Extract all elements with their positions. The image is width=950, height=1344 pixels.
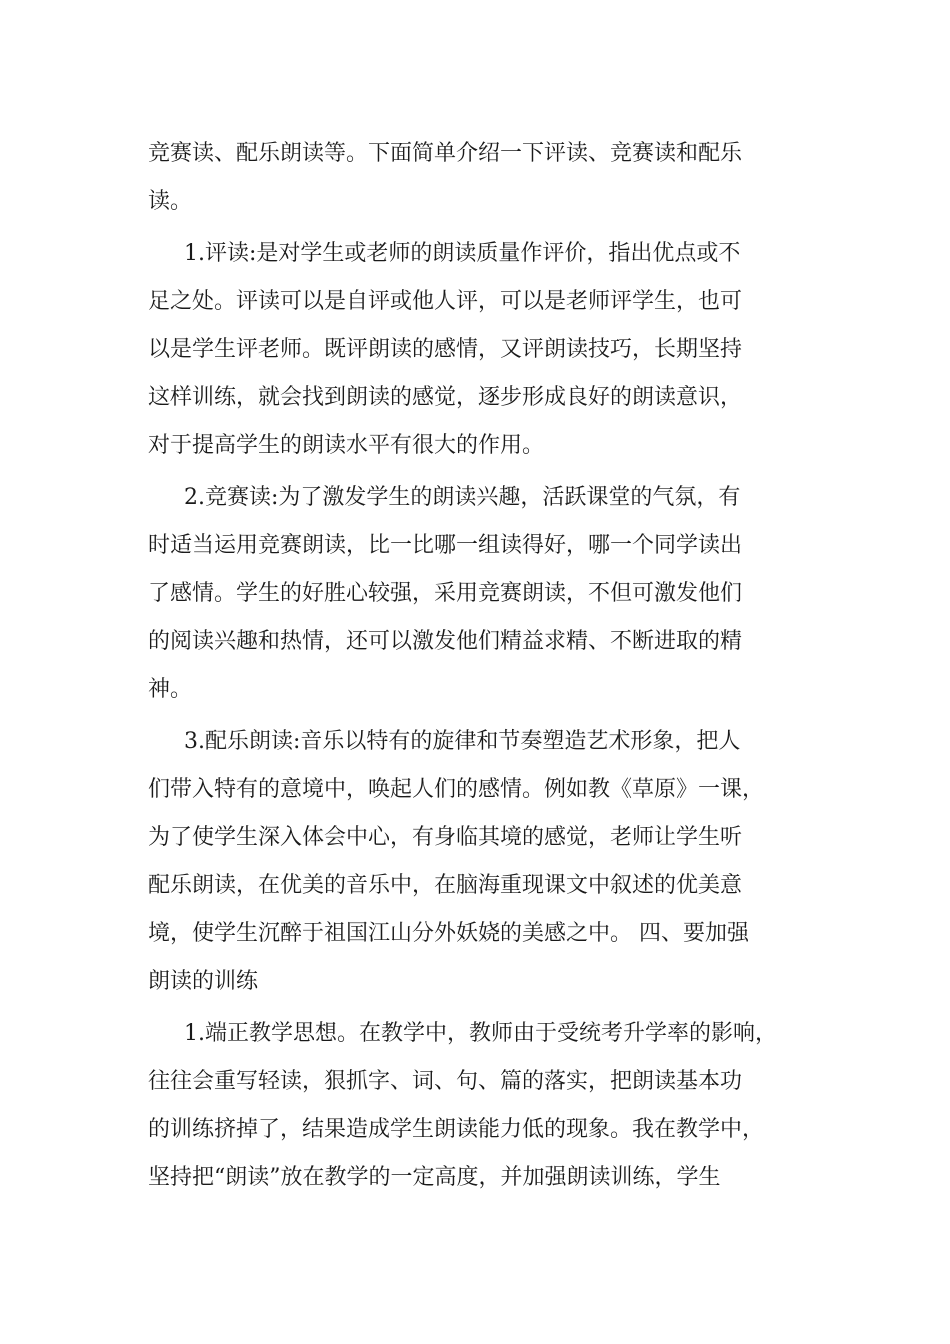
text-line [0,570,950,618]
line-text: 为了使学生深入体会中心，有身临其境的感觉，老师让学生听 [148,825,743,850]
text-line [0,1106,950,1154]
text-line [0,374,950,422]
line-text: 以是学生评老师。既评朗读的感情，又评朗读技巧，长期坚持 [148,337,743,362]
line-text: 时适当运用竞赛朗读，比一比哪一组读得好，哪一个同学读出 [148,533,743,558]
text-line [0,1010,950,1058]
line-text: 对于提高学生的朗读水平有很大的作用。 [148,433,545,458]
text-line [0,178,950,226]
line-text: 足之处。评读可以是自评或他人评，可以是老师评学生，也可 [148,289,743,314]
text-line [0,1058,950,1106]
line-text: 的阅读兴趣和热情，还可以激发他们精益求精、不断进取的精 [148,629,743,654]
text-line [0,474,950,522]
line-text: 读。 [148,189,193,214]
text-line [0,618,950,666]
line-text: 1.端正教学思想。在教学中，教师由于受统考升学率的影响， [184,1021,777,1046]
line-text: 朗读的训练 [148,969,259,994]
line-text: 1.评读:是对学生或老师的朗读质量作评价，指出优点或不 [184,241,741,266]
line-text: 神。 [148,677,193,702]
line-text: 境，使学生沉醉于祖国江山分外妖娆的美感之中。 四、要加强 [148,921,749,946]
line-text: 坚持把“朗读”放在教学的一定高度，并加强朗读训练，学生 [148,1165,721,1190]
text-line [0,422,950,470]
text-line [0,910,950,958]
line-text: 的训练挤掉了，结果造成学生朗读能力低的现象。我在教学中， [148,1117,765,1142]
text-line [0,862,950,910]
text-line [0,1154,950,1202]
text-line [0,278,950,326]
line-text: 配乐朗读，在优美的音乐中，在脑海重现课文中叙述的优美意 [148,873,743,898]
line-text: 3.配乐朗读:音乐以特有的旋律和节奏塑造艺术形象，把人 [184,729,741,754]
line-text: 往往会重写轻读，狠抓字、词、句、篇的落实，把朗读基本功 [148,1069,743,1094]
line-text: 这样训练，就会找到朗读的感觉，逐步形成良好的朗读意识， [148,385,743,410]
text-line [0,814,950,862]
line-text: 了感情。学生的好胜心较强，采用竞赛朗读，不但可激发他们 [148,581,743,606]
line-text: 们带入特有的意境中，唤起人们的感情。例如教《草原》一课， [148,777,765,802]
text-line [0,230,950,278]
line-text: 2.竞赛读:为了激发学生的朗读兴趣，活跃课堂的气氛，有 [184,485,741,510]
text-line [0,958,950,1006]
text-line [0,326,950,374]
text-line [0,766,950,814]
text-line [0,522,950,570]
line-text: 竞赛读、配乐朗读等。下面简单介绍一下评读、竞赛读和配乐 [148,141,743,166]
text-line [0,666,950,714]
text-line [0,130,950,178]
text-line [0,718,950,766]
